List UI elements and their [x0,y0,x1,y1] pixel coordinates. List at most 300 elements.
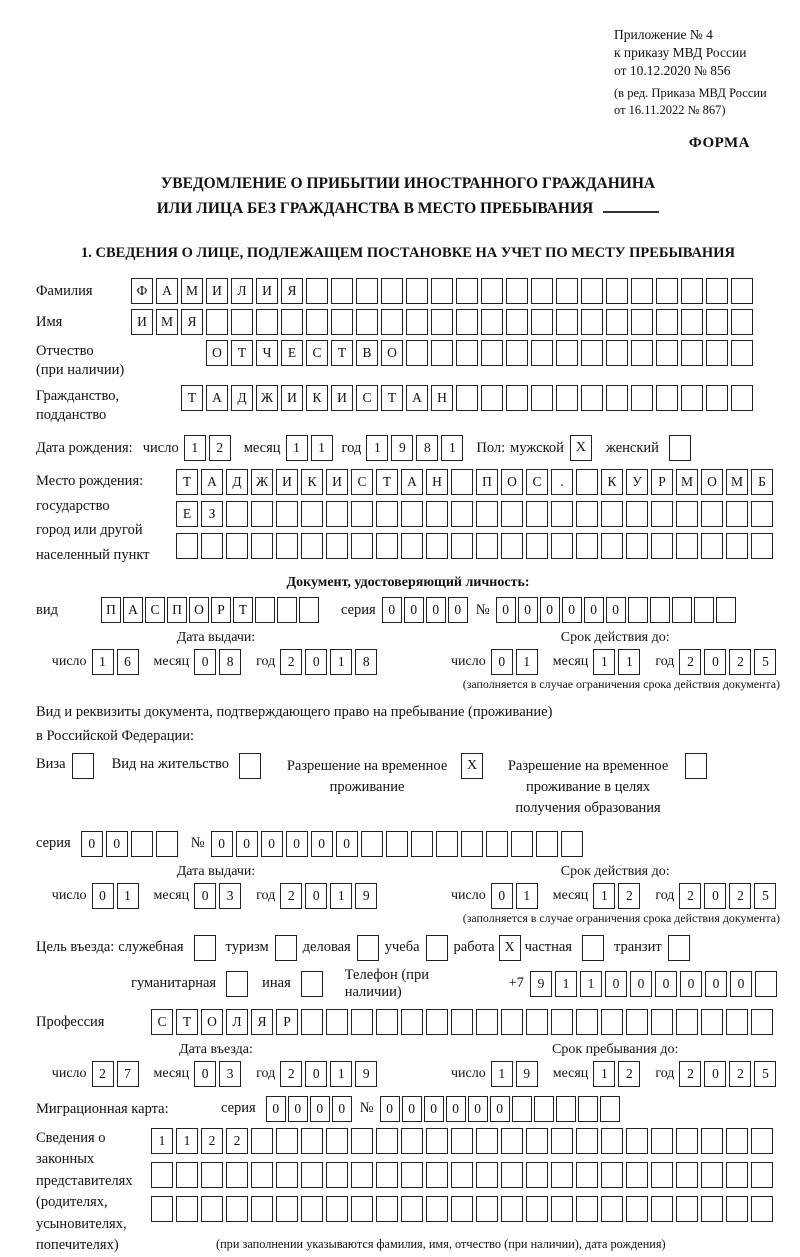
form-cell[interactable] [676,1009,698,1035]
form-cell[interactable] [681,340,703,366]
form-cell[interactable] [731,385,753,411]
form-cell[interactable]: 1 [593,883,615,909]
form-cell[interactable]: 0 [288,1096,308,1122]
form-cell[interactable]: О [206,340,228,366]
form-cell[interactable] [386,831,408,857]
form-cell[interactable] [256,309,278,335]
form-cell[interactable] [301,501,323,527]
form-cell[interactable]: 1 [441,435,463,461]
form-cell[interactable]: Т [381,385,403,411]
form-cell[interactable] [351,501,373,527]
form-cell[interactable] [351,1196,373,1222]
form-cell[interactable]: И [281,385,303,411]
form-cell[interactable]: 0 [704,1061,726,1087]
sex-female-checkbox[interactable] [669,435,691,461]
form-cell[interactable]: С [151,1009,173,1035]
form-cell[interactable] [681,309,703,335]
form-cell[interactable]: 0 [236,831,258,857]
form-cell[interactable]: Т [176,469,198,495]
form-cell[interactable]: И [326,469,348,495]
form-cell[interactable] [726,1128,748,1154]
form-cell[interactable] [656,340,678,366]
form-cell[interactable]: Т [376,469,398,495]
form-cell[interactable]: 1 [580,971,602,997]
form-cell[interactable]: 1 [184,435,206,461]
form-cell[interactable] [476,501,498,527]
form-cell[interactable] [551,1128,573,1154]
form-cell[interactable] [626,533,648,559]
form-cell[interactable] [576,501,598,527]
form-cell[interactable]: 0 [194,1061,216,1087]
form-cell[interactable]: 2 [280,649,302,675]
form-cell[interactable]: 7 [117,1061,139,1087]
form-cell[interactable] [431,278,453,304]
form-cell[interactable] [706,385,728,411]
form-cell[interactable] [456,340,478,366]
form-cell[interactable] [426,1162,448,1188]
form-cell[interactable] [531,309,553,335]
form-cell[interactable]: 1 [555,971,577,997]
form-cell[interactable] [651,1162,673,1188]
form-cell[interactable]: А [123,597,143,623]
form-cell[interactable] [626,501,648,527]
form-cell[interactable] [481,278,503,304]
form-cell[interactable]: Б [751,469,773,495]
visa-checkbox[interactable] [72,753,94,779]
form-cell[interactable] [556,340,578,366]
form-cell[interactable]: 1 [92,649,114,675]
purpose-business-checkbox[interactable] [357,935,379,961]
form-cell[interactable] [356,278,378,304]
form-cell[interactable] [501,533,523,559]
form-cell[interactable] [581,278,603,304]
form-cell[interactable] [426,1009,448,1035]
form-cell[interactable] [716,597,736,623]
form-cell[interactable] [481,309,503,335]
form-cell[interactable]: С [306,340,328,366]
form-cell[interactable]: Я [281,278,303,304]
form-cell[interactable] [276,501,298,527]
form-cell[interactable]: 0 [468,1096,488,1122]
form-cell[interactable]: 0 [380,1096,400,1122]
form-cell[interactable] [556,1096,576,1122]
form-cell[interactable]: 0 [540,597,560,623]
form-cell[interactable] [526,501,548,527]
form-cell[interactable]: 0 [404,597,424,623]
form-cell[interactable] [326,1009,348,1035]
form-cell[interactable] [326,501,348,527]
form-cell[interactable] [301,1162,323,1188]
form-cell[interactable] [206,309,228,335]
form-cell[interactable] [526,533,548,559]
form-cell[interactable]: М [676,469,698,495]
form-cell[interactable]: 0 [655,971,677,997]
form-cell[interactable] [201,1162,223,1188]
form-cell[interactable] [726,1009,748,1035]
form-cell[interactable] [451,1162,473,1188]
form-cell[interactable]: 2 [679,883,701,909]
form-cell[interactable] [401,501,423,527]
form-cell[interactable]: 9 [391,435,413,461]
form-cell[interactable]: 9 [355,1061,377,1087]
form-cell[interactable]: 2 [618,883,640,909]
form-cell[interactable]: Н [431,385,453,411]
form-cell[interactable]: А [156,278,178,304]
form-cell[interactable] [376,1128,398,1154]
form-cell[interactable]: 1 [151,1128,173,1154]
form-cell[interactable] [706,278,728,304]
form-cell[interactable]: О [381,340,403,366]
form-cell[interactable]: 2 [729,649,751,675]
form-cell[interactable] [461,831,483,857]
form-cell[interactable]: Я [181,309,203,335]
form-cell[interactable]: 0 [705,971,727,997]
form-cell[interactable] [551,533,573,559]
form-cell[interactable] [576,533,598,559]
form-cell[interactable]: Т [233,597,253,623]
form-cell[interactable]: 0 [491,883,513,909]
form-cell[interactable] [551,1009,573,1035]
form-cell[interactable]: 2 [209,435,231,461]
form-cell[interactable]: 1 [117,883,139,909]
form-cell[interactable] [476,1196,498,1222]
form-cell[interactable] [701,1162,723,1188]
form-cell[interactable]: 2 [92,1061,114,1087]
form-cell[interactable] [226,533,248,559]
form-cell[interactable]: Т [331,340,353,366]
form-cell[interactable]: 0 [81,831,103,857]
form-cell[interactable]: М [726,469,748,495]
form-cell[interactable] [631,385,653,411]
form-cell[interactable] [701,501,723,527]
form-cell[interactable] [301,533,323,559]
form-cell[interactable]: 1 [330,649,352,675]
form-cell[interactable] [731,340,753,366]
form-cell[interactable] [631,309,653,335]
form-cell[interactable] [511,831,533,857]
form-cell[interactable] [755,971,777,997]
form-cell[interactable] [251,1128,273,1154]
form-cell[interactable]: М [181,278,203,304]
form-cell[interactable]: 1 [176,1128,198,1154]
form-cell[interactable]: 0 [446,1096,466,1122]
form-cell[interactable]: 0 [704,649,726,675]
form-cell[interactable]: П [167,597,187,623]
form-cell[interactable] [376,1196,398,1222]
form-cell[interactable] [701,1128,723,1154]
form-cell[interactable]: И [331,385,353,411]
form-cell[interactable] [501,501,523,527]
purpose-official-checkbox[interactable] [194,935,216,961]
form-cell[interactable] [576,469,598,495]
form-cell[interactable]: 0 [305,649,327,675]
purpose-other-checkbox[interactable] [301,971,323,997]
purpose-study-checkbox[interactable] [426,935,448,961]
form-cell[interactable]: 2 [201,1128,223,1154]
form-cell[interactable] [551,501,573,527]
form-cell[interactable]: 1 [593,649,615,675]
form-cell[interactable]: 1 [330,883,352,909]
form-cell[interactable] [331,278,353,304]
form-cell[interactable]: 3 [219,1061,241,1087]
form-cell[interactable]: 0 [730,971,752,997]
form-cell[interactable]: С [526,469,548,495]
form-cell[interactable] [476,1162,498,1188]
form-cell[interactable] [351,1128,373,1154]
form-cell[interactable] [156,831,178,857]
form-cell[interactable]: 2 [679,1061,701,1087]
form-cell[interactable] [281,309,303,335]
form-cell[interactable] [526,1128,548,1154]
form-cell[interactable] [176,1162,198,1188]
form-cell[interactable] [526,1162,548,1188]
temp-residence-checkbox[interactable]: X [461,753,483,779]
form-cell[interactable]: 0 [630,971,652,997]
form-cell[interactable] [694,597,714,623]
form-cell[interactable]: 0 [562,597,582,623]
form-cell[interactable] [481,385,503,411]
form-cell[interactable]: 0 [606,597,626,623]
form-cell[interactable] [600,1096,620,1122]
form-cell[interactable]: А [201,469,223,495]
form-cell[interactable] [606,278,628,304]
form-cell[interactable] [426,501,448,527]
form-cell[interactable] [276,1196,298,1222]
form-cell[interactable] [581,340,603,366]
form-cell[interactable] [526,1009,548,1035]
form-cell[interactable]: И [131,309,153,335]
form-cell[interactable]: 0 [286,831,308,857]
form-cell[interactable]: 0 [491,649,513,675]
form-cell[interactable]: 2 [280,1061,302,1087]
purpose-private-checkbox[interactable] [582,935,604,961]
form-cell[interactable] [326,1196,348,1222]
form-cell[interactable] [411,831,433,857]
form-cell[interactable]: 5 [754,1061,776,1087]
form-cell[interactable] [651,1009,673,1035]
form-cell[interactable] [451,469,473,495]
form-cell[interactable]: 0 [584,597,604,623]
form-cell[interactable]: 1 [366,435,388,461]
form-cell[interactable]: 9 [355,883,377,909]
form-cell[interactable]: У [626,469,648,495]
form-cell[interactable] [376,501,398,527]
form-cell[interactable]: Р [276,1009,298,1035]
form-cell[interactable] [650,597,670,623]
form-cell[interactable] [501,1009,523,1035]
form-cell[interactable]: 0 [305,1061,327,1087]
form-cell[interactable]: И [256,278,278,304]
form-cell[interactable]: 0 [680,971,702,997]
form-cell[interactable] [626,1162,648,1188]
form-cell[interactable]: 1 [311,435,333,461]
form-cell[interactable] [226,1162,248,1188]
form-cell[interactable] [506,340,528,366]
form-cell[interactable] [626,1009,648,1035]
form-cell[interactable] [301,1196,323,1222]
form-cell[interactable]: 0 [448,597,468,623]
form-cell[interactable] [751,533,773,559]
form-cell[interactable] [606,340,628,366]
form-cell[interactable]: Т [176,1009,198,1035]
form-cell[interactable] [726,1162,748,1188]
form-cell[interactable]: 0 [336,831,358,857]
form-cell[interactable] [176,1196,198,1222]
form-cell[interactable]: 5 [754,649,776,675]
form-cell[interactable]: О [201,1009,223,1035]
form-cell[interactable] [451,501,473,527]
form-cell[interactable] [506,278,528,304]
form-cell[interactable]: Т [181,385,203,411]
form-cell[interactable] [226,501,248,527]
form-cell[interactable] [151,1162,173,1188]
form-cell[interactable]: И [206,278,228,304]
form-cell[interactable] [601,1162,623,1188]
form-cell[interactable]: 0 [211,831,233,857]
form-cell[interactable] [486,831,508,857]
form-cell[interactable] [476,1009,498,1035]
form-cell[interactable] [731,278,753,304]
form-cell[interactable]: 0 [605,971,627,997]
form-cell[interactable] [726,1196,748,1222]
form-cell[interactable] [326,533,348,559]
purpose-tourism-checkbox[interactable] [275,935,297,961]
form-cell[interactable] [531,278,553,304]
form-cell[interactable] [576,1196,598,1222]
form-cell[interactable] [201,533,223,559]
form-cell[interactable]: 3 [219,883,241,909]
form-cell[interactable]: А [206,385,228,411]
form-cell[interactable] [255,597,275,623]
form-cell[interactable]: 1 [516,649,538,675]
form-cell[interactable] [401,1196,423,1222]
form-cell[interactable]: 0 [424,1096,444,1122]
purpose-work-checkbox[interactable]: X [499,935,521,961]
form-cell[interactable] [751,501,773,527]
form-cell[interactable]: 5 [754,883,776,909]
form-cell[interactable] [656,385,678,411]
form-cell[interactable] [176,533,198,559]
form-cell[interactable]: 2 [679,649,701,675]
form-cell[interactable]: А [406,385,428,411]
form-cell[interactable] [401,1128,423,1154]
form-cell[interactable]: 1 [593,1061,615,1087]
form-cell[interactable] [451,1196,473,1222]
form-cell[interactable] [251,501,273,527]
form-cell[interactable]: С [351,469,373,495]
form-cell[interactable] [726,501,748,527]
form-cell[interactable] [751,1162,773,1188]
form-cell[interactable] [706,340,728,366]
form-cell[interactable] [578,1096,598,1122]
form-cell[interactable] [331,309,353,335]
form-cell[interactable]: О [189,597,209,623]
form-cell[interactable]: Е [176,501,198,527]
form-cell[interactable] [701,1009,723,1035]
form-cell[interactable]: 0 [266,1096,286,1122]
form-cell[interactable] [576,1009,598,1035]
form-cell[interactable]: 0 [106,831,128,857]
purpose-transit-checkbox[interactable] [668,935,690,961]
form-cell[interactable] [551,1196,573,1222]
form-cell[interactable] [556,278,578,304]
form-cell[interactable]: Е [281,340,303,366]
form-cell[interactable]: Ж [256,385,278,411]
form-cell[interactable] [426,533,448,559]
form-cell[interactable] [501,1128,523,1154]
form-cell[interactable] [231,309,253,335]
form-cell[interactable]: Л [231,278,253,304]
sex-male-checkbox[interactable]: X [570,435,592,461]
form-cell[interactable] [326,1162,348,1188]
form-cell[interactable] [526,1196,548,1222]
form-cell[interactable] [531,340,553,366]
form-cell[interactable] [351,1162,373,1188]
form-cell[interactable] [576,1128,598,1154]
form-cell[interactable] [306,309,328,335]
form-cell[interactable] [556,385,578,411]
form-cell[interactable]: Я [251,1009,273,1035]
form-cell[interactable] [131,831,153,857]
form-cell[interactable] [536,831,558,857]
form-cell[interactable] [701,1196,723,1222]
form-cell[interactable] [276,533,298,559]
form-cell[interactable] [301,1128,323,1154]
form-cell[interactable]: 9 [516,1061,538,1087]
form-cell[interactable] [676,1196,698,1222]
form-cell[interactable] [381,309,403,335]
form-cell[interactable] [299,597,319,623]
form-cell[interactable] [601,1128,623,1154]
form-cell[interactable]: 2 [729,1061,751,1087]
form-cell[interactable] [451,1128,473,1154]
form-cell[interactable] [551,1162,573,1188]
form-cell[interactable] [376,1162,398,1188]
form-cell[interactable] [681,278,703,304]
form-cell[interactable] [401,1009,423,1035]
form-cell[interactable] [431,309,453,335]
form-cell[interactable]: Н [426,469,448,495]
form-cell[interactable]: Д [231,385,253,411]
form-cell[interactable]: 8 [416,435,438,461]
form-cell[interactable] [726,533,748,559]
form-cell[interactable] [556,309,578,335]
form-cell[interactable] [226,1196,248,1222]
form-cell[interactable] [651,501,673,527]
form-cell[interactable] [601,533,623,559]
form-cell[interactable] [476,533,498,559]
form-cell[interactable] [251,1196,273,1222]
form-cell[interactable] [276,1128,298,1154]
form-cell[interactable]: 2 [618,1061,640,1087]
form-cell[interactable] [451,533,473,559]
form-cell[interactable] [301,1009,323,1035]
form-cell[interactable] [656,278,678,304]
form-cell[interactable]: 0 [92,883,114,909]
form-cell[interactable]: 0 [261,831,283,857]
form-cell[interactable]: С [145,597,165,623]
form-cell[interactable]: М [156,309,178,335]
form-cell[interactable]: 0 [490,1096,510,1122]
form-cell[interactable] [531,385,553,411]
form-cell[interactable] [376,533,398,559]
title-blank-line[interactable] [603,199,659,213]
form-cell[interactable]: 0 [310,1096,330,1122]
form-cell[interactable] [306,278,328,304]
form-cell[interactable]: 8 [355,649,377,675]
form-cell[interactable]: О [501,469,523,495]
form-cell[interactable]: 1 [516,883,538,909]
